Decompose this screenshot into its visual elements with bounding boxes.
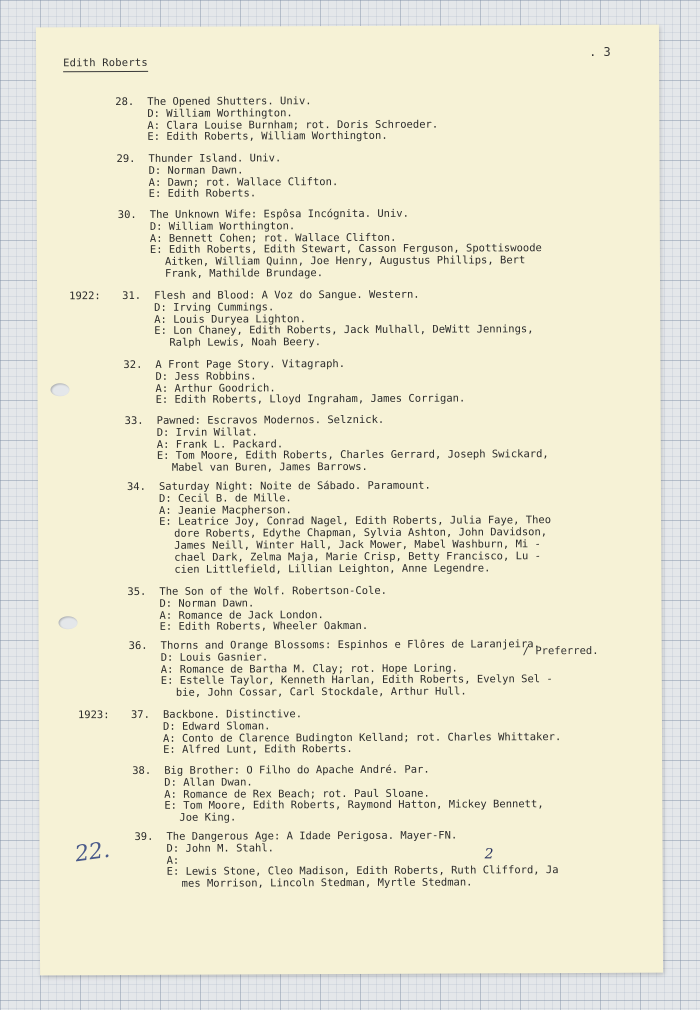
entry-cast-line: Frank, Mathilde Brundage. — [164, 267, 324, 280]
entry-author: A: Frank L. Packard. — [156, 437, 284, 451]
entry-number: 37. — [130, 708, 150, 721]
entry-number: 38. — [132, 764, 152, 777]
entry-cast-line: E: Edith Roberts, Wheeler Oakman. — [159, 620, 369, 634]
preferred-note: / Preferred. — [522, 644, 599, 658]
entry-cast-line: mes Morrison, Lincoln Stedman, Myrtle Stedman. — [181, 876, 473, 890]
entry-number: 36. — [128, 639, 148, 652]
filmography-entry — [123, 358, 466, 407]
entry-director: D: Edward Sloman. — [162, 720, 271, 733]
filmography-entry — [116, 152, 339, 201]
entry-director: D: Louis Gasnier. — [160, 651, 269, 664]
filmography-entry — [126, 479, 552, 576]
filmography-entry — [77, 708, 562, 757]
entry-number: 35. — [127, 585, 147, 598]
handwritten-margin-mark: 22. — [73, 837, 112, 868]
entry-cast-line: E: Tom Moore, Edith Roberts, Raymond Hatton, Mickey Bennett, — [164, 798, 544, 813]
filmography-entry — [128, 638, 553, 700]
filmography-entry — [69, 288, 534, 350]
entry-title: The Opened Shutters. Univ. — [147, 95, 312, 108]
entry-cast-line: dore Roberts, Edythe Chapman, Sylvia Ashton, John Davidson, — [174, 526, 548, 540]
entry-cast-line: E: Lewis Stone, Cleo Madison, Edith Roberts, Ruth Clifford, Ja — [166, 864, 559, 879]
page-header-name: Edith Roberts — [63, 57, 148, 72]
entry-director: D: Jess Robbins. — [155, 370, 257, 383]
entry-cast-line: cien Littlefield, Lillian Leighton, Anne Legendre. — [174, 561, 491, 576]
entry-title: The Unknown Wife: Espôsa Incógnita. Univ. — [149, 207, 409, 221]
entry-cast-line: E: Edith Roberts. — [148, 187, 257, 201]
entry-author: A: Romance de Jack London. — [159, 608, 324, 622]
entry-author: A: Dawn; rot. Wallace Clifton. — [148, 175, 339, 189]
entry-director: D: Norman Dawn. — [159, 597, 255, 610]
entry-cast-line: Joe King. — [179, 811, 237, 824]
entry-number: 32. — [123, 358, 143, 371]
entry-director: D: Irvin Willat. — [156, 426, 258, 439]
entry-author: A: Arthur Goodrich. — [155, 381, 276, 395]
filmography-entry — [127, 584, 388, 634]
entry-number: 28. — [115, 95, 135, 109]
entry-year: 1922: — [69, 290, 101, 303]
entry-director: D: Cecil B. de Mille. — [158, 492, 292, 505]
page-number: . 3 — [589, 44, 611, 59]
entry-cast-line: E: Leatrice Joy, Conrad Nagel, Edith Roberts, Julia Faye, Theo — [159, 514, 552, 529]
entry-cast-line: Aitken, William Quinn, Joe Henry, Augustus Phillips, Bert — [164, 254, 526, 268]
entry-director: D: William Worthington. — [147, 107, 293, 120]
entry-cast-line: E: Edith Roberts, William Worthington. — [147, 130, 388, 144]
handwritten-superscript: 2 — [484, 846, 494, 863]
entry-number: 34. — [126, 480, 146, 493]
entry-author: A: Romance de Bartha M. Clay; rot. Hope Loring. — [160, 662, 458, 676]
filmography-entry — [117, 207, 542, 280]
entry-author: A: Romance de Rex Beach; rot. Paul Sloane. — [164, 787, 430, 801]
entry-cast-line: E: Lon Chaney, Edith Roberts, Jack Mulhall, DeWitt Jennings, — [154, 323, 534, 338]
filmography-entry — [124, 413, 549, 475]
entry-title: The Son of the Wolf. Robertson-Cole. — [159, 584, 388, 598]
entry-cast-line: James Neill, Winter Hall, Jack Mower, Mabel Washburn, Mi - — [174, 538, 541, 552]
punch-hole — [59, 616, 78, 629]
entry-cast-line: E: Edith Roberts, Lloyd Ingraham, James Corrigan. — [155, 392, 466, 407]
entry-author: A: Conto de Clarence Budington Kelland; rot. Charles Whittaker. — [163, 730, 562, 745]
filmography-entry — [115, 95, 439, 144]
entry-cast-line: chael Dark, Zelma Maja, Marie Crisp, Betty Francisco, Lu - — [174, 549, 541, 564]
entry-number: 33. — [124, 414, 144, 427]
entry-number: 30. — [117, 208, 137, 222]
entry-cast-line: Mabel van Buren, James Barrows. — [171, 461, 368, 474]
filmography-entry — [134, 829, 559, 891]
entry-title: Flesh and Blood: A Voz do Sangue. Western. — [154, 288, 420, 302]
entry-number: 39. — [134, 830, 154, 843]
punch-hole — [50, 383, 69, 396]
entry-author: A: — [166, 854, 180, 867]
entry-cast-line: E: Edith Roberts, Edith Stewart, Casson Ferguson, Spottiswoode — [149, 242, 542, 257]
entry-director: D: William Worthington. — [149, 220, 296, 233]
entry-title: A Front Page Story. Vitagraph. — [155, 358, 346, 371]
entry-cast-line: Ralph Lewis, Noah Beery. — [169, 336, 322, 349]
entry-cast-line: E: Estelle Taylor, Kenneth Harlan, Edith Roberts, Evelyn Sel - — [160, 673, 553, 688]
entry-author: A: Jeanie Macpherson. — [159, 503, 292, 517]
entry-author: A: Bennett Cohen; rot. Wallace Clifton. — [149, 231, 397, 245]
entry-title: Thunder Island. Univ. — [148, 152, 282, 165]
entry-director: D: John M. Stahl. — [166, 842, 275, 855]
entry-number: 29. — [116, 152, 136, 166]
entry-author: A: Louis Duryea Lighton. — [154, 312, 306, 326]
filmography-entry — [132, 763, 544, 825]
entry-title: The Dangerous Age: A Idade Perigosa. Mayer-FN. — [166, 829, 458, 843]
entry-title: Big Brother: O Filho do Apache André. Par. — [164, 763, 430, 777]
entry-director: D: Allan Dwan. — [164, 776, 253, 789]
entry-cast-line: E: Tom Moore, Edith Roberts, Charles Gerrard, Joseph Swickard, — [156, 448, 549, 463]
entry-author: A: Clara Louise Burnham; rot. Doris Schroeder. — [147, 118, 439, 132]
entry-title: Thorns and Orange Blossoms: Espinhos e Flôres de Laranjeira. — [160, 638, 540, 652]
entry-title: Pawned: Escravos Modernos. Selznick. — [156, 413, 385, 427]
entry-year: 1923: — [77, 709, 110, 722]
entry-cast-line: bie, John Cossar, Carl Stockdale, Arthur Hull. — [175, 685, 467, 699]
entry-director: D: Irving Cummings. — [154, 301, 275, 314]
entry-number: 31. — [122, 289, 142, 302]
entry-director: D: Norman Dawn. — [148, 164, 244, 177]
entry-title: Saturday Night: Noite de Sábado. Paramount. — [158, 479, 431, 493]
entry-cast-line: E: Alfred Lunt, Edith Roberts. — [163, 743, 353, 757]
document-page — [36, 25, 663, 976]
entry-title: Backbone. Distinctive. — [162, 708, 303, 721]
